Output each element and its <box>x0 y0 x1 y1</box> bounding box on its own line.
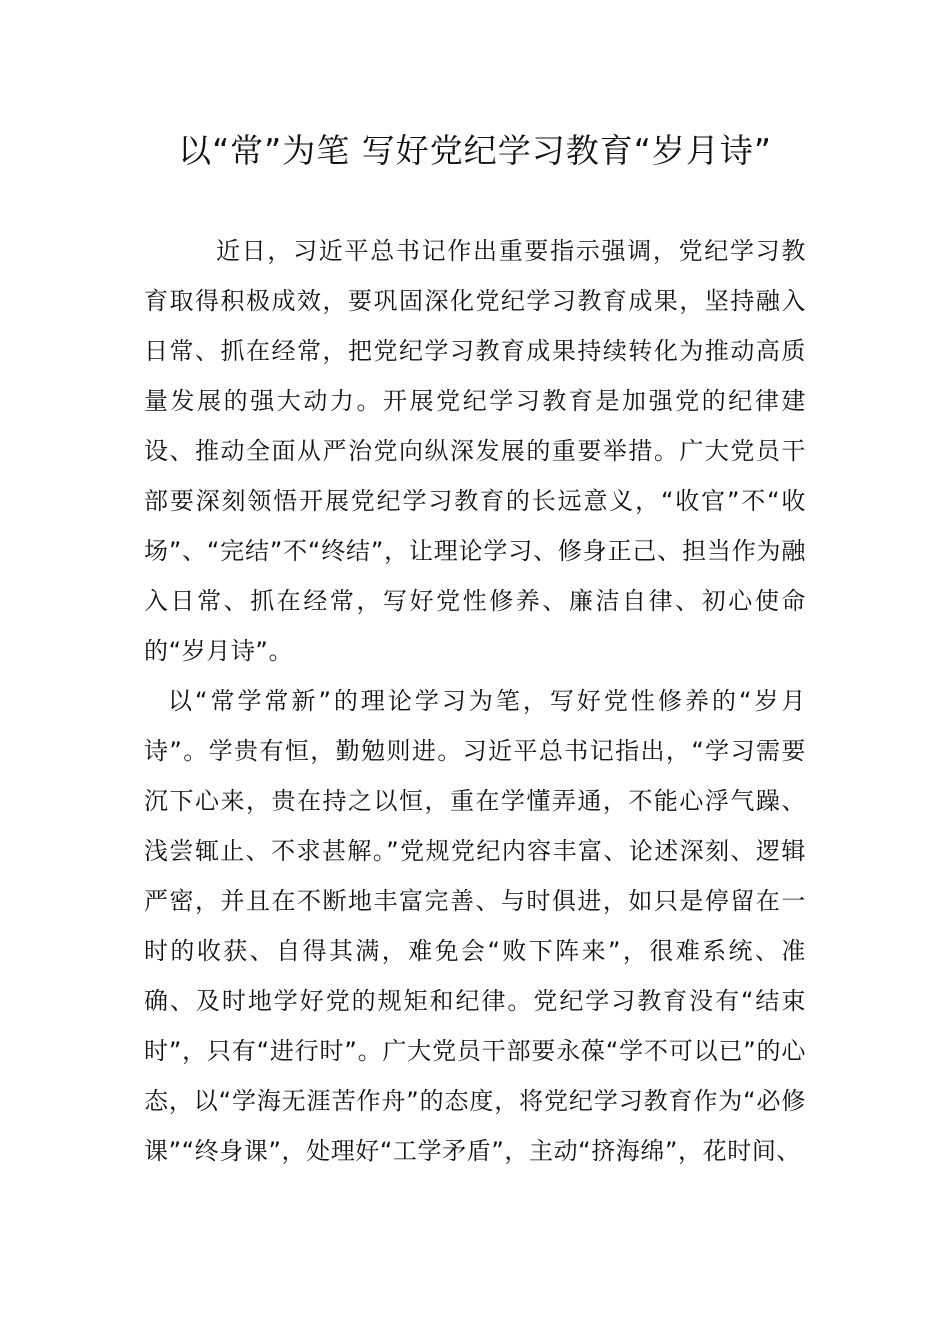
paragraph-1: 近日，习近平总书记作出重要指示强调，党纪学习教育取得积极成效，要巩固深化党纪学习教育成果，坚持融入日常、抓在经常，把党纪学习教育成果持续转化为推动高质量发展的强大动力。开展党纪学习教育是加强党的纪律建设、推动全面从严治党向纵深发展的重要举措。广大党员干部要深刻领悟开展党纪学习教育的长远意义，“收官”不“收场”、“完结”不“终结”，让理论学习、修身正己、担当作为融入日常、抓在经常，写好党性修养、廉洁自律、初心使命的“岁月诗”。 <box>144 237 806 665</box>
document-body <box>144 226 806 1176</box>
document-title: 以“常”为笔 写好党纪学习教育“岁月诗” <box>178 131 772 170</box>
paragraph-2: 以“常学常新”的理论学习为笔，写好党性修养的“岁月诗”。学贵有恒，勤勉则进。习近平总书记指出，“学习需要沉下心来，贵在持之以恒，重在学懂弄通，不能心浮气躁、浅尝辄止、不求甚解。”党规党纪内容丰富、论述深刻、逻辑严密，并且在不断地丰富完善、与时俱进，如只是停留在一时的收获、自得其满，难免会“败下阵来”，很难系统、准确、及时地学好党的规矩和纪律。党纪学习教育没有“结束时”，只有“进行时”。广大党员干部要永葆“学不可以已”的心态，以“学海无涯苦作舟”的态度，将党纪学习教育作为“必修课”“终身课”，处理好“工学矛盾”，主动“挤海绵”，花时间、 <box>144 687 806 1165</box>
